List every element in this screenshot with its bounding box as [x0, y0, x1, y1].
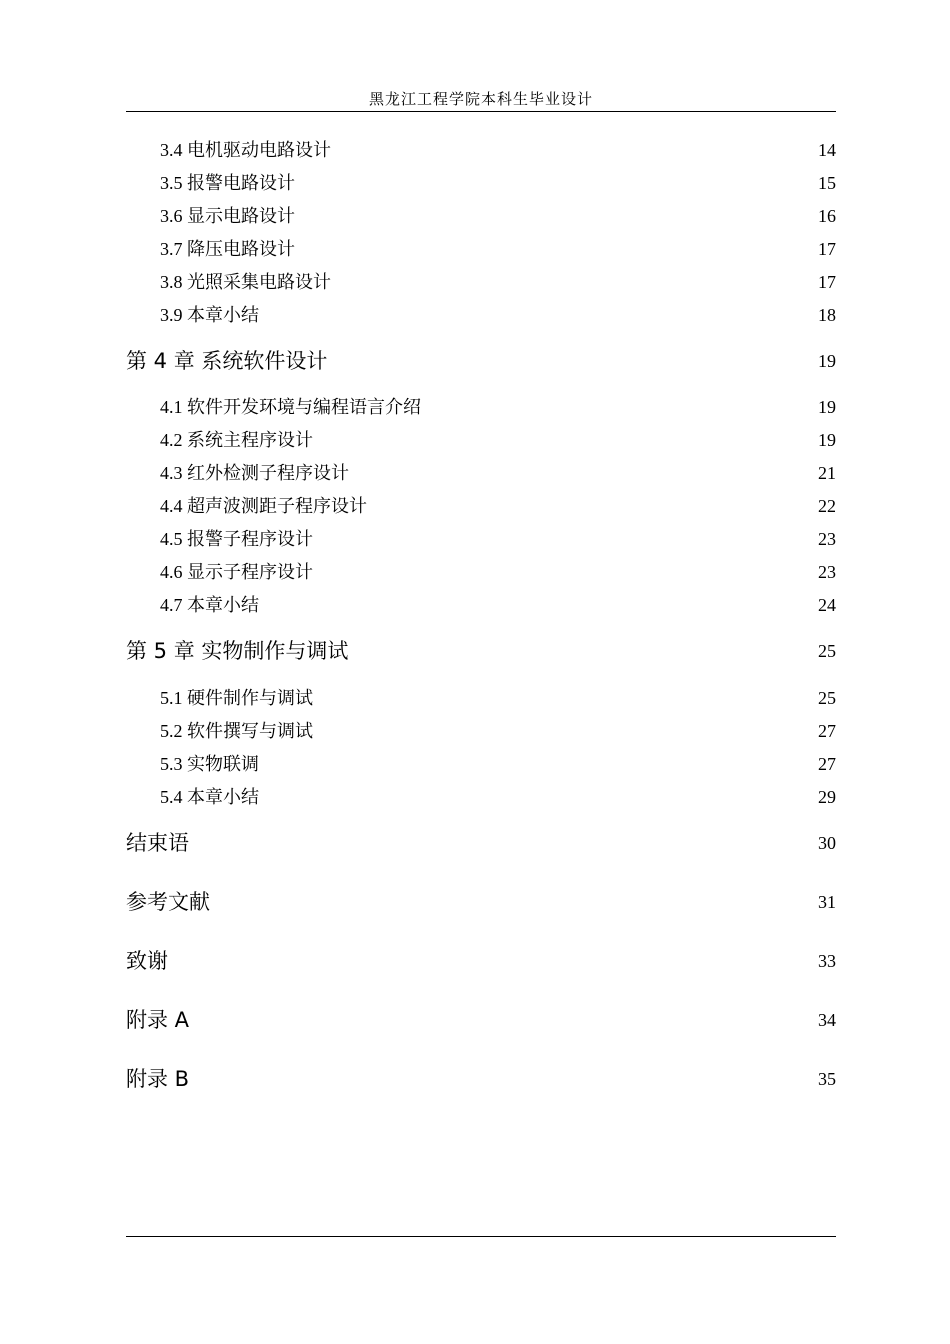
toc-entry-page-number: 29: [818, 787, 836, 807]
toc-entry-conclusion[interactable]: [126, 828, 836, 856]
toc-entry-label: 3.8 光照采集电路设计: [160, 272, 331, 292]
toc-entry-chapter-5[interactable]: [126, 636, 836, 664]
toc-entry-3-9[interactable]: [126, 301, 836, 329]
toc-entry-page-number: 18: [818, 305, 836, 325]
toc-entry-label: 4.5 报警子程序设计: [160, 529, 313, 549]
toc-entry-page-number: 35: [818, 1069, 836, 1089]
toc-entry-label: 4.4 超声波测距子程序设计: [160, 496, 367, 516]
toc-entry-5-3[interactable]: [126, 750, 836, 778]
toc-entry-chapter-4[interactable]: [126, 346, 836, 374]
toc-entry-3-4[interactable]: [126, 136, 836, 164]
toc-entry-page-number: 33: [818, 951, 836, 971]
toc-entry-page-number: 27: [818, 721, 836, 741]
toc-entry-label: 5.1 硬件制作与调试: [160, 688, 313, 708]
toc-entry-3-5[interactable]: [126, 169, 836, 197]
toc-chapter-label: 附录 A: [126, 1008, 190, 1032]
toc-entry-page-number: 30: [818, 833, 836, 853]
toc-entry-label: 3.9 本章小结: [160, 305, 259, 325]
toc-entry-3-7[interactable]: [126, 235, 836, 263]
toc-entry-label: 3.7 降压电路设计: [160, 239, 295, 259]
toc-entry-page-number: 15: [818, 173, 836, 193]
toc-entry-page-number: 19: [818, 430, 836, 450]
toc-entry-5-1[interactable]: [126, 684, 836, 712]
toc-entry-5-2[interactable]: [126, 717, 836, 745]
toc-chapter-label: 附录 B: [126, 1067, 190, 1091]
toc-entry-page-number: 23: [818, 562, 836, 582]
toc-entry-3-6[interactable]: [126, 202, 836, 230]
toc-entry-label: 4.6 显示子程序设计: [160, 562, 313, 582]
toc-entry-page-number: 23: [818, 529, 836, 549]
toc-entry-page-number: 17: [818, 272, 836, 292]
toc-entry-references[interactable]: [126, 887, 836, 915]
toc-entry-page-number: 27: [818, 754, 836, 774]
toc-entry-page-number: 22: [818, 496, 836, 516]
toc-entry-label: 4.7 本章小结: [160, 595, 259, 615]
toc-entry-label: 5.2 软件撰写与调试: [160, 721, 313, 741]
toc-entry-label: 4.3 红外检测子程序设计: [160, 463, 349, 483]
footer-divider: [126, 1236, 836, 1237]
toc-entry-page-number: 31: [818, 892, 836, 912]
toc-entry-4-5[interactable]: [126, 525, 836, 553]
toc-entry-appendix-a[interactable]: [126, 1005, 836, 1033]
toc-entry-5-4[interactable]: [126, 783, 836, 811]
toc-entry-4-7[interactable]: [126, 591, 836, 619]
toc-entry-page-number: 16: [818, 206, 836, 226]
toc-entry-page-number: 34: [818, 1010, 836, 1030]
toc-entry-label: 3.6 显示电路设计: [160, 206, 295, 226]
toc-chapter-label: 第 4 章 系统软件设计: [126, 349, 328, 373]
toc-entry-label: 5.4 本章小结: [160, 787, 259, 807]
page-header-title: 黑龙江工程学院本科生毕业设计: [368, 92, 593, 108]
toc-chapter-label: 致谢: [126, 949, 168, 973]
toc-entry-page-number: 14: [818, 140, 836, 160]
toc-entry-label: 4.2 系统主程序设计: [160, 430, 313, 450]
toc-entry-label: 4.1 软件开发环境与编程语言介绍: [160, 397, 421, 417]
toc-entry-label: 3.4 电机驱动电路设计: [160, 140, 331, 160]
toc-entry-page-number: 24: [818, 595, 836, 615]
toc-entry-page-number: 21: [818, 463, 836, 483]
toc-chapter-label: 参考文献: [126, 890, 210, 914]
toc-chapter-label: 第 5 章 实物制作与调试: [126, 639, 349, 663]
toc-entry-page-number: 19: [818, 351, 836, 371]
toc-entry-page-number: 25: [818, 688, 836, 708]
toc-entry-page-number: 17: [818, 239, 836, 259]
toc-entry-page-number: 25: [818, 641, 836, 661]
toc-entry-4-3[interactable]: [126, 459, 836, 487]
toc-entry-3-8[interactable]: [126, 268, 836, 296]
toc-entry-4-4[interactable]: [126, 492, 836, 520]
toc-entry-4-2[interactable]: [126, 426, 836, 454]
toc-entry-4-1[interactable]: [126, 393, 836, 421]
toc-entry-4-6[interactable]: [126, 558, 836, 586]
toc-entry-appendix-b[interactable]: [126, 1064, 836, 1092]
toc-entry-page-number: 19: [818, 397, 836, 417]
toc-entry-label: 5.3 实物联调: [160, 754, 259, 774]
toc-entry-label: 3.5 报警电路设计: [160, 173, 295, 193]
header-divider: [126, 111, 836, 112]
toc-entry-acknowledgements[interactable]: [126, 946, 836, 974]
toc-chapter-label: 结束语: [126, 831, 189, 855]
